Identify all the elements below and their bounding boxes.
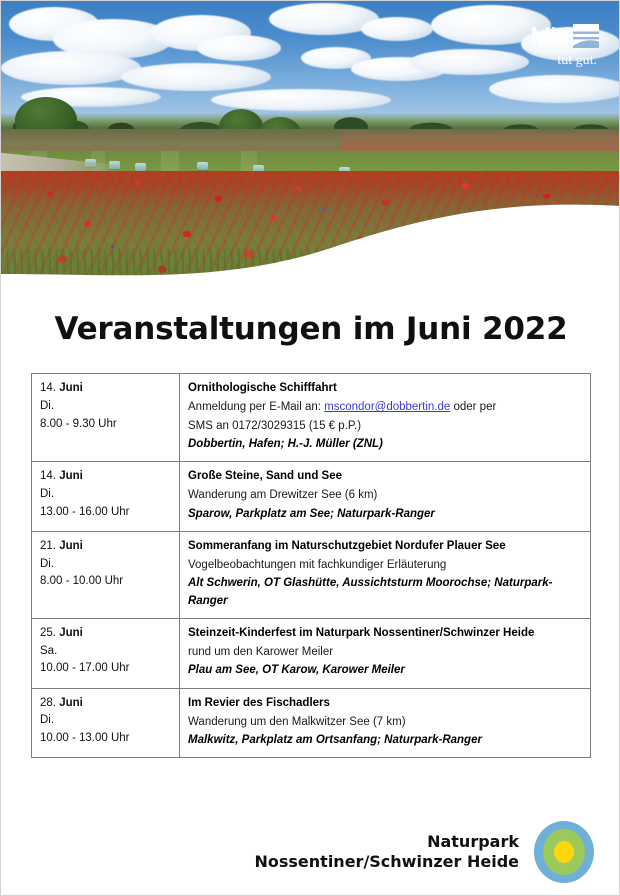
event-day: 14. <box>40 382 56 394</box>
event-description-suffix: oder per <box>450 401 497 414</box>
hay-bale <box>197 162 208 170</box>
event-description: Wanderung am Drewitzer See (6 km) <box>188 489 378 502</box>
event-time: 8.00 - 9.30 Uhr <box>40 417 117 430</box>
event-month: Juni <box>59 382 83 394</box>
event-month: Juni <box>59 539 83 552</box>
event-when-cell <box>32 462 180 532</box>
event-title: Große Steine, Sand und See <box>188 470 343 482</box>
event-detail-cell <box>180 374 591 462</box>
table-row <box>32 618 591 688</box>
cloud-shape <box>1 51 141 85</box>
event-time: 13.00 - 16.00 Uhr <box>40 505 130 518</box>
event-location: Malkwitz, Parkplatz am Ortsanfang; Naturpark-Ranger <box>188 734 482 746</box>
mv-logo-letters: MV <box>530 21 569 51</box>
event-weekday: Di. <box>40 714 55 727</box>
event-date <box>40 625 171 643</box>
event-detail-cell <box>180 688 591 758</box>
event-title: Steinzeit-Kinderfest im Naturpark Nossentiner/Schwinzer Heide <box>188 626 535 639</box>
page-title: Veranstaltungen im Juni 2022 <box>54 311 568 347</box>
event-day: 25. <box>40 626 56 639</box>
cloud-shape <box>197 35 281 61</box>
event-date <box>40 380 171 398</box>
footer <box>1 813 620 891</box>
mv-logo-tagline: tut gut. <box>557 53 597 68</box>
event-day: 21. <box>40 539 56 552</box>
cloud-shape <box>121 63 271 91</box>
event-detail-cell <box>180 618 591 688</box>
event-description <box>188 399 582 416</box>
cloud-shape <box>489 75 620 103</box>
naturpark-wordmark <box>255 832 520 873</box>
event-location: Alt Schwerin, OT Glashütte, Aussichtsturm Moorochse; Naturpark-Ranger <box>188 577 553 607</box>
event-date <box>40 538 171 556</box>
event-month: Juni <box>59 626 83 639</box>
event-time: 8.00 - 10.00 Uhr <box>40 575 124 588</box>
event-month: Juni <box>59 696 83 709</box>
event-title: Ornithologische Schifffahrt <box>188 382 337 394</box>
event-weekday: Di. <box>40 487 55 500</box>
event-description-line2: SMS an 0172/3029315 (15 € p.P.) <box>188 419 362 432</box>
hero-photo-banner <box>1 1 620 297</box>
table-row <box>32 531 591 618</box>
event-location: Sparow, Parkplatz am See; Naturpark-Ranger <box>188 507 435 520</box>
naturpark-name-line1: Naturpark <box>427 831 519 851</box>
event-description: Wanderung um den Malkwitzer See (7 km) <box>188 715 406 728</box>
hay-bale <box>135 163 146 171</box>
naturpark-circles-icon <box>533 821 595 883</box>
event-detail-cell <box>180 531 591 618</box>
table-row <box>32 688 591 758</box>
white-swoosh-curve <box>1 188 620 297</box>
event-location: Plau am See, OT Karow, Karower Meiler <box>188 664 405 677</box>
naturpark-name-line2: Nossentiner/Schwinzer Heide <box>254 852 519 871</box>
event-weekday: Sa. <box>40 644 58 657</box>
event-detail-cell <box>180 462 591 532</box>
mv-logo <box>507 23 599 68</box>
cloud-shape <box>361 17 433 41</box>
table-row <box>32 462 591 532</box>
mv-flag-icon <box>573 24 599 48</box>
event-date <box>40 695 171 713</box>
event-day: 28. <box>40 696 56 709</box>
event-title: Im Revier des Fischadlers <box>188 696 330 709</box>
events-table <box>31 373 591 758</box>
event-weekday: Di. <box>40 557 55 570</box>
event-location: Dobbertin, Hafen; H.-J. Müller (ZNL) <box>188 437 383 450</box>
event-time: 10.00 - 17.00 Uhr <box>40 662 130 675</box>
event-title: Sommeranfang im Naturschutzgebiet Nordufer Plauer See <box>188 539 506 552</box>
event-when-cell <box>32 688 180 758</box>
event-email-link[interactable]: mscondor@dobbertin.de <box>324 401 451 414</box>
mv-logo-row <box>507 23 599 49</box>
event-weekday: Di. <box>40 399 55 412</box>
event-when-cell <box>32 618 180 688</box>
event-when-cell <box>32 531 180 618</box>
event-month: Juni <box>59 470 83 482</box>
event-description: Vogelbeobachtungen mit fachkundiger Erläuterung <box>188 559 447 571</box>
event-description-prefix: Anmeldung per E-Mail an: <box>188 401 325 414</box>
event-description: rund um den Karower Meiler <box>188 646 334 658</box>
event-time: 10.00 - 13.00 Uhr <box>40 732 130 745</box>
event-day: 14. <box>40 470 56 482</box>
table-row <box>32 374 591 462</box>
event-when-cell <box>32 374 180 462</box>
content-area <box>1 293 620 758</box>
event-date <box>40 468 171 486</box>
